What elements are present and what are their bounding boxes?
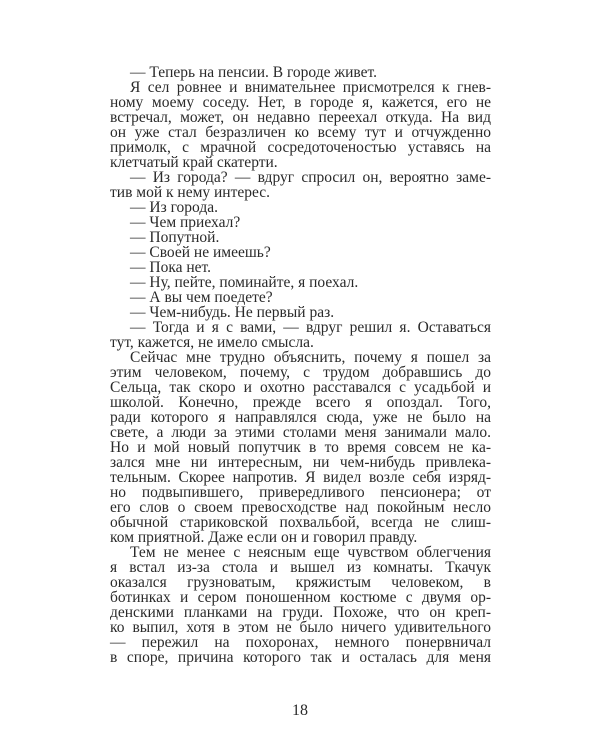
text-line: — Тогда и я с вами, — вдруг решил я. Оставаться bbox=[130, 319, 491, 336]
text-line: его слов о своем превосходстве над покойным несло bbox=[110, 499, 491, 516]
body-text bbox=[110, 65, 491, 665]
text-line: зался мне ни интересным, ни чем-нибудь привлека- bbox=[110, 454, 491, 471]
text-line: он уже стал безразличен ко всему тут и отчужденно bbox=[110, 124, 491, 141]
text-line: Сельца, так скоро и охотно расставался с усадьбой и bbox=[110, 379, 491, 396]
text-line: но подвыпившего, привередливого пенсионера; от bbox=[110, 484, 491, 501]
page-number: 18 bbox=[292, 702, 308, 719]
text-line: ради которого я направлялся сюда, уже не было на bbox=[110, 409, 491, 426]
text-line: — А вы чем поедете? bbox=[130, 289, 273, 306]
text-line: — Теперь на пенсии. В городе живет. bbox=[130, 64, 377, 81]
text-line: встречал, может, он недавно переехал откуда. На вид bbox=[110, 109, 491, 126]
text-line: — Пока нет. bbox=[130, 259, 212, 276]
text-line: этим человеком, почему, с трудом добравшись до bbox=[110, 364, 491, 381]
text-line: обычной стариковской похвальбой, всегда не слиш- bbox=[110, 514, 491, 531]
text-line: Сейчас мне трудно объяснить, почему я пошел за bbox=[130, 349, 491, 366]
text-line: ком приятной. Даже если он и говорил правду. bbox=[110, 529, 418, 546]
text-line: тельным. Скорее напротив. Я видел возле себя изряд- bbox=[110, 469, 491, 486]
text-line: я встал из-за стола и вышел из комнаты. Ткачук bbox=[110, 559, 491, 576]
text-line: ному моему соседу. Нет, в городе я, кажется, его не bbox=[110, 94, 491, 111]
text-line: оказался грузноватым, кряжистым человеком, в bbox=[110, 574, 491, 591]
text-line: — Из города? — вдруг спросил он, вероятно заме- bbox=[130, 169, 491, 186]
text-line: — Из города. bbox=[130, 199, 218, 216]
text-line: — Ну, пейте, поминайте, я поехал. bbox=[130, 274, 359, 291]
text-line: — Своей не имеешь? bbox=[130, 244, 271, 261]
text-line: Я сел ровнее и внимательнее присмотрелся к гнев- bbox=[130, 79, 491, 96]
text-line: школой. Конечно, прежде всего я опоздал. Того, bbox=[110, 394, 491, 411]
text-line: тут, кажется, не имело смысла. bbox=[110, 334, 314, 351]
text-line: ко выпил, хотя в этом не было ничего удивительного bbox=[110, 619, 491, 636]
text-line: — Чем-нибудь. Не первый раз. bbox=[130, 304, 335, 321]
text-line: Но и мой новый попутчик в то время совсем не ка- bbox=[110, 439, 491, 456]
text-line: клетчатый край скатерти. bbox=[110, 154, 278, 171]
text-line: денскими планками на груди. Похоже, что он креп- bbox=[110, 604, 491, 621]
text-line: Тем не менее с неясным еще чувством облегчения bbox=[130, 544, 491, 561]
text-line: — Попутной. bbox=[130, 229, 220, 246]
text-line: в споре, причина которого так и осталась для меня bbox=[110, 649, 491, 666]
text-line: примолк, с мрачной сосредоточеностью уставясь на bbox=[110, 139, 491, 156]
text-line: тив мой к нему интерес. bbox=[110, 184, 271, 201]
text-line: ботинках и сером поношенном костюме с двумя ор- bbox=[110, 589, 491, 606]
text-line: — пережил на похоронах, немного понервничал bbox=[110, 634, 491, 651]
text-line: — Чем приехал? bbox=[130, 214, 241, 231]
text-line: свете, а люди за этими столами меня занимали мало. bbox=[110, 424, 491, 441]
